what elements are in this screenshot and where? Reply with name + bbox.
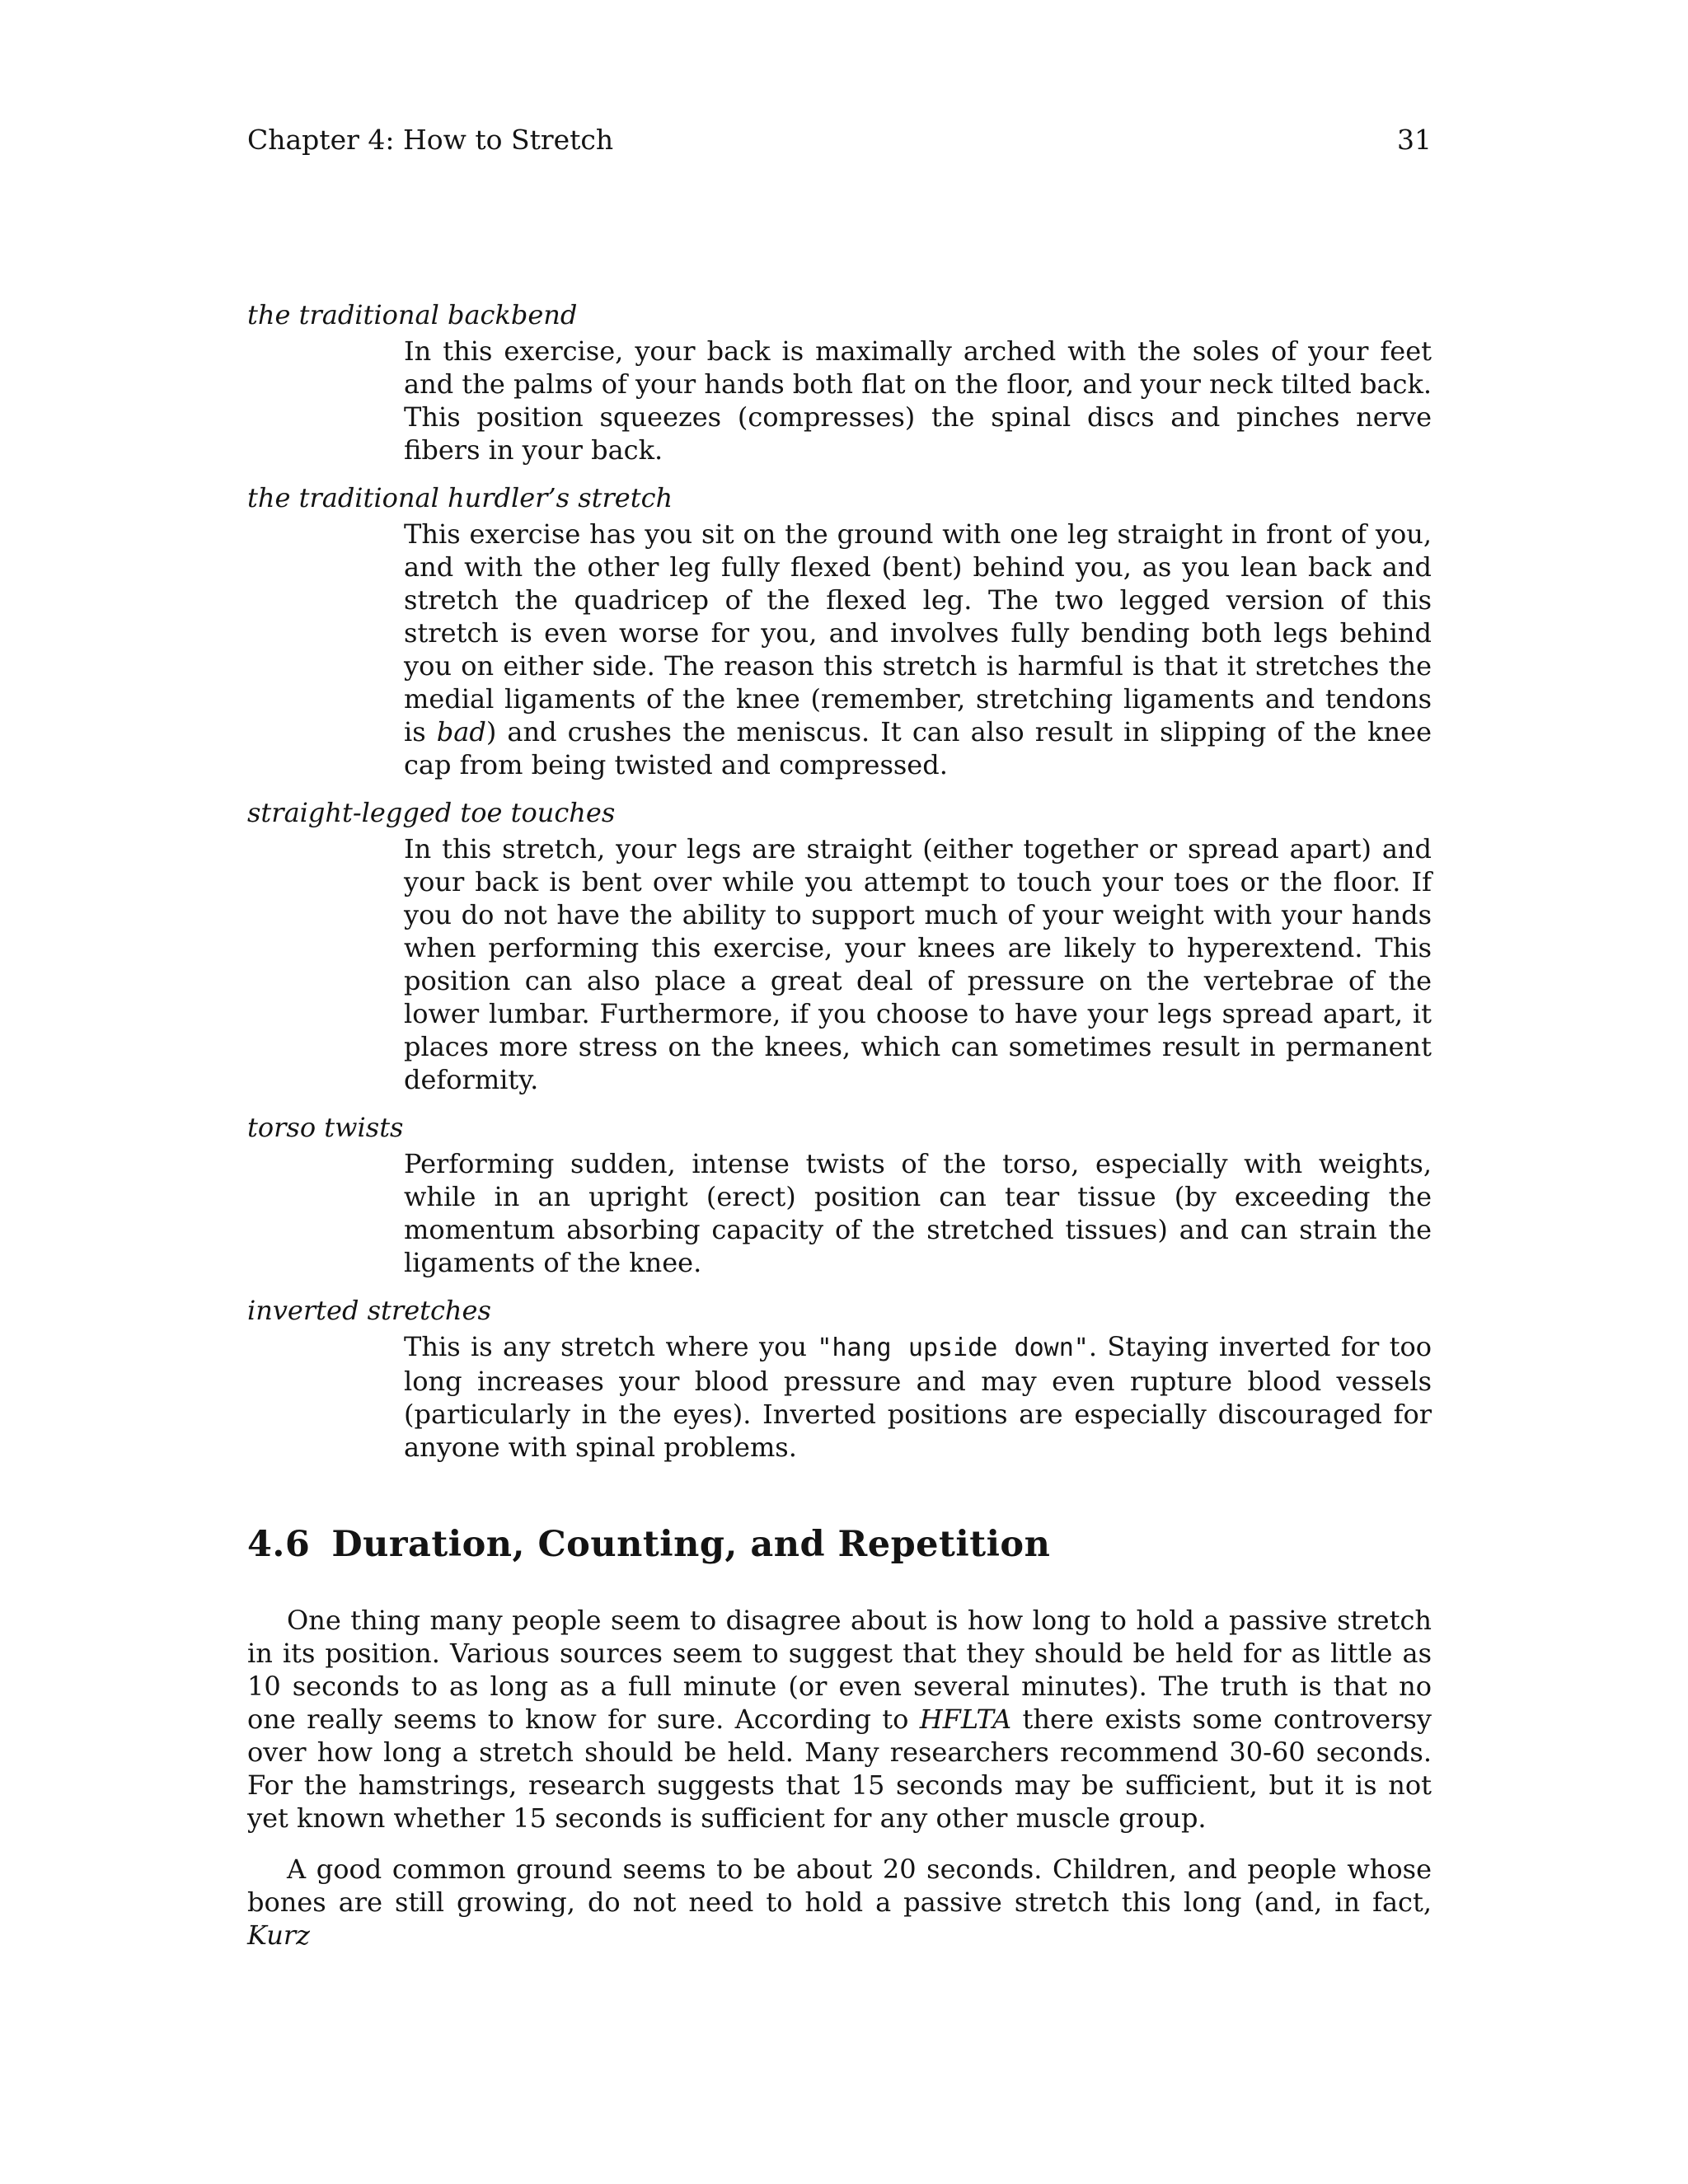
chapter-title: Chapter 4: How to Stretch	[247, 124, 614, 156]
page-number: 31	[1397, 124, 1432, 156]
paragraph	[247, 1604, 1432, 1835]
text-run: This is any stretch where you	[404, 1331, 818, 1362]
body-paragraphs	[247, 1604, 1432, 1952]
definition-term: the traditional hurdler’s stretch	[247, 482, 673, 513]
text-run: In this exercise, your back is maximally arched with the soles of your feet and the palms of your hands both flat on the floor, and your neck tilted back. This position squeezes (compresses) the spinal discs and pinches nerve fibers in your back.	[404, 335, 1432, 466]
section-title: Duration, Counting, and Repetition	[331, 1524, 1051, 1565]
text-run: This exercise has you sit on the ground with one leg straight in front of you, and with the other leg fully flexed (bent) behind you, as you lean back and stretch the quadricep of the flexed leg. The two legged version of this stretch is even worse for you, and involves fully bending both legs behind you on either side. The reason this stretch is harmful is that it stretches the medial ligaments of the knee (remember, stretching ligaments and tendons is	[404, 518, 1432, 748]
definition-description	[404, 1330, 1432, 1464]
page-header	[247, 124, 1432, 157]
text-run: A good common ground seems to be about 20 seconds. Children, and people whose bones are still growing, do not need to hold a passive stretch this long (and, in fact,	[247, 1854, 1432, 1918]
definition-description	[404, 1147, 1432, 1279]
text-run: In this stretch, your legs are straight (either together or spread apart) and your back is bent over while you attempt to touch your toes or the floor. If you do not have the ability to support much of your weight with your hands when performing this exercise, your knees are likely to hyperextend. This position can also place a great deal of pressure on the vertebrae of the lower lumbar. Furthermore, if you choose to have your legs spread apart, it places more stress on the knees, which can sometimes result in permanent deformity.	[404, 833, 1432, 1095]
section-heading	[247, 1523, 1432, 1566]
definition-description	[404, 335, 1432, 466]
text-run: there exists some controversy over how long a stretch should be held. Many researchers recommend 30-60 seconds. For the hamstrings, research suggests that 15 seconds may be sufficient, but it is not yet known whether 15 seconds is sufficient for any other muscle group.	[247, 1704, 1432, 1834]
page-content	[247, 298, 1432, 1952]
text-run: One thing many people seem to disagree about is how long to hold a passive stretch in its position. Various sources seem to suggest that they should be held for as little as 10 seconds to as long as a full minute (or even several minutes). The truth is that no one really seems to know for sure. According to	[247, 1605, 1432, 1735]
text-run: ) and crushes the meniscus. It can also result in slipping of the knee cap from being twisted and compressed.	[404, 716, 1432, 780]
emphasis-text: Kurz	[247, 1919, 310, 1951]
definition-description	[404, 518, 1432, 781]
definition-term: torso twists	[247, 1112, 404, 1143]
definition-term: the traditional backbend	[247, 299, 578, 330]
section-number: 4.6	[247, 1524, 311, 1565]
paragraph	[247, 1853, 1432, 1952]
code-text: "hang upside down"	[817, 1333, 1089, 1362]
text-run: . Staying inverted for too long increases your blood pressure and may even rupture blood vessels (particularly in the eyes). Inverted positions are especially discouraged for anyone with spinal problems.	[404, 1331, 1432, 1463]
definition-list	[247, 298, 1432, 1464]
emphasis-text: HFLTA	[919, 1704, 1012, 1735]
definition-term: straight-legged toe touches	[247, 797, 616, 828]
definition-term: inverted stretches	[247, 1295, 491, 1326]
text-run: Performing sudden, intense twists of the torso, especially with weights, while in an upright (erect) position can tear tissue (by exceeding the momentum absorbing capacity of the stretched tissues) and can strain the ligaments of the knee.	[404, 1148, 1432, 1278]
emphasis-text: bad	[436, 716, 486, 748]
definition-description	[404, 832, 1432, 1096]
